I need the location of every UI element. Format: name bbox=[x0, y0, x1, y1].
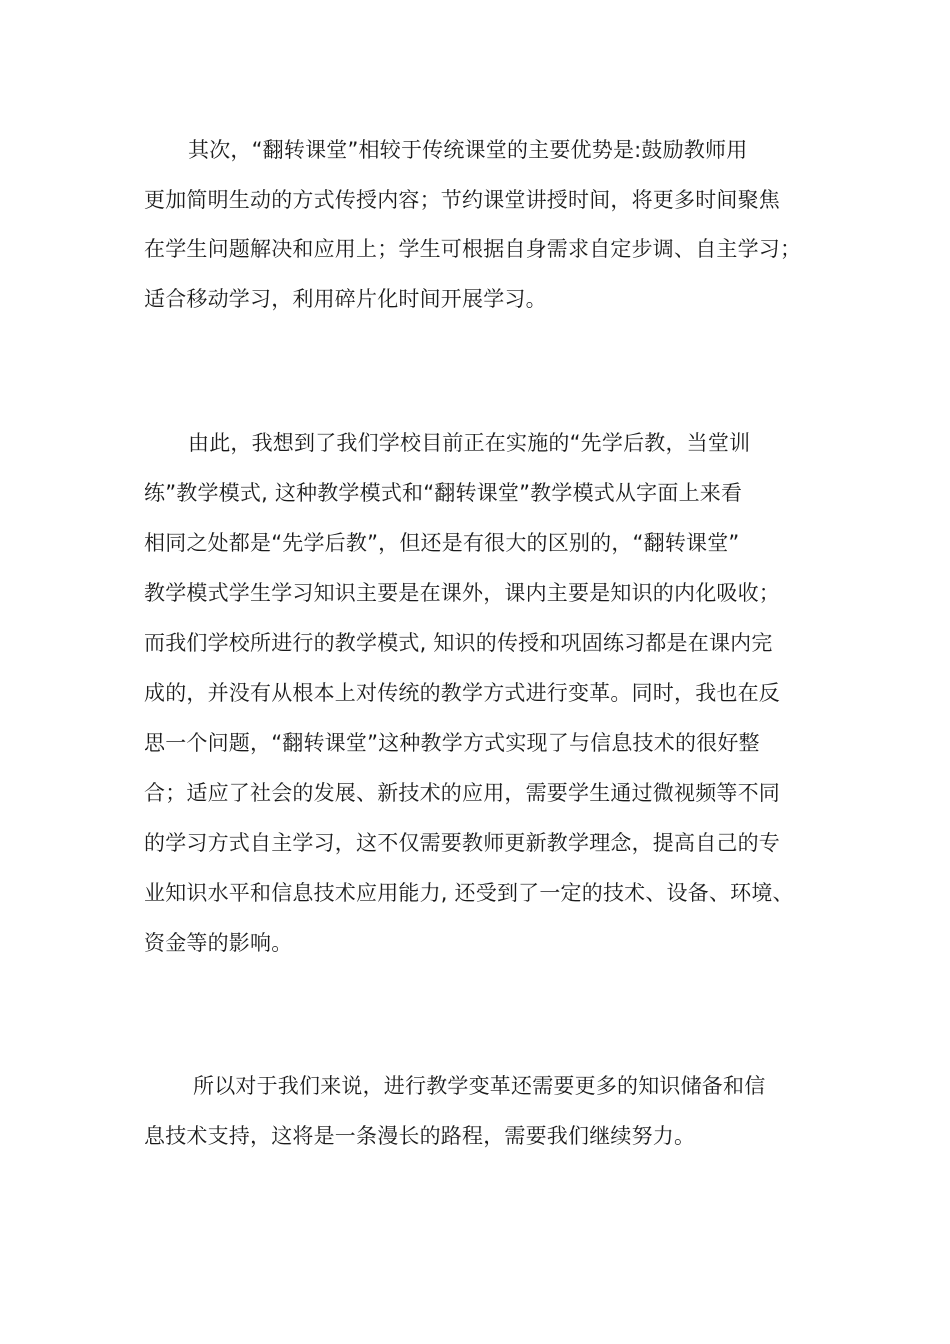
paragraph-line: 息技术支持，这将是一条漫长的路程，需要我们继续努力。 bbox=[144, 1124, 696, 1148]
paragraph-line: 更加简明生动的方式传授内容；节约课堂讲授时间，将更多时间聚焦 bbox=[144, 188, 780, 212]
paragraph-line: 教学模式学生学习知识主要是在课外，课内主要是知识的内化吸收； bbox=[144, 581, 780, 605]
paragraph-line: 练”教学模式, 这种教学模式和“翻转课堂”教学模式从字面上来看 bbox=[144, 481, 743, 505]
paragraph-line: 资金等的影响。 bbox=[144, 931, 293, 955]
paragraph-line: 所以对于我们来说，进行教学变革还需要更多的知识储备和信 bbox=[193, 1074, 766, 1098]
paragraph-line: 业知识水平和信息技术应用能力, 还受到了一定的技术、设备、环境、 bbox=[144, 881, 794, 905]
paragraph-line: 相同之处都是“先学后教”，但还是有很大的区别的，“翻转课堂” bbox=[144, 531, 740, 555]
paragraph-line: 思一个问题，“翻转课堂”这种教学方式实现了与信息技术的很好整 bbox=[144, 731, 760, 755]
paragraph-line: 在学生问题解决和应用上；学生可根据自身需求自定步调、自主学习； bbox=[144, 237, 802, 261]
paragraph-line: 其次，“翻转课堂”相较于传统课堂的主要优势是:鼓励教师用 bbox=[188, 138, 748, 162]
paragraph-line: 适合移动学习，利用碎片化时间开展学习。 bbox=[144, 287, 547, 311]
paragraph-line: 由此，我想到了我们学校目前正在实施的“先学后教，当堂训 bbox=[188, 431, 751, 455]
paragraph-line: 而我们学校所进行的教学模式, 知识的传授和巩固练习都是在课内完 bbox=[144, 631, 773, 655]
paragraph-line: 合；适应了社会的发展、新技术的应用，需要学生通过微视频等不同 bbox=[144, 781, 780, 805]
paragraph-line: 的学习方式自主学习，这不仅需要教师更新教学理念，提高自己的专 bbox=[144, 831, 780, 855]
paragraph-line: 成的，并没有从根本上对传统的教学方式进行变革。同时，我也在反 bbox=[144, 681, 780, 705]
